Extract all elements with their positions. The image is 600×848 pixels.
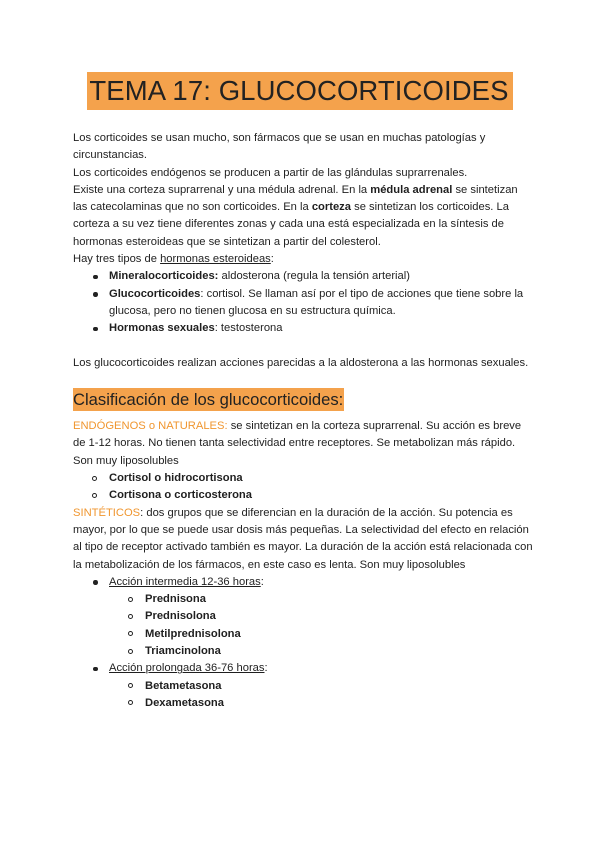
list-item: Acción prolongada 36-76 horas: Betametasona Dexametasona	[73, 660, 533, 712]
list-item: Dexametasona	[109, 695, 533, 712]
intro-paragraph-2: Los corticoides endógenos se producen a partir de las glándulas suprarrenales.	[73, 166, 468, 179]
list-item: Acción intermedia 12-36 horas: Prednisona Prednisolona Metilprednisolona Triamcinolona	[73, 574, 533, 660]
section-heading: Clasificación de los glucocorticoides:	[73, 389, 344, 409]
list-item: Hormonas sexuales: testosterona	[73, 320, 533, 337]
prolonged-list	[109, 678, 533, 713]
intro-paragraph-3: Existe una corteza suprarrenal y una médula adrenal. En la médula adrenal se sintetizan las catecolaminas que no son corticoides. En la corteza se sintetizan los corticoides. La corteza a su vez tiene diferentes zonas y cada una está especializada en la síntesis de hormonas esteroideas que se sintetizan a partir del colesterol.	[73, 183, 518, 248]
list-item: Metilprednisolona	[109, 626, 533, 643]
list-item: Betametasona	[109, 678, 533, 695]
synthetic-list	[73, 574, 533, 712]
intro-paragraph-1: Los corticoides se usan mucho, son fármacos que se usan en muchas patologías y circunstancias.	[73, 132, 486, 162]
page-title: TEMA 17: GLUCOCORTICOIDES	[87, 72, 512, 110]
title-wrap	[0, 72, 600, 110]
list-item: Triamcinolona	[109, 643, 533, 660]
list-item: Glucocorticoides: cortisol. Se llaman así por el tipo de acciones que tiene sobre la glucosa, pero no tienen glucosa en su estructura química.	[73, 286, 533, 321]
section-heading-wrap	[73, 388, 533, 411]
natural-list	[73, 470, 533, 505]
intermediate-list	[109, 591, 533, 660]
list-item: Mineralocorticoides: aldosterona (regula la tensión arterial)	[73, 268, 533, 285]
hormone-list	[73, 268, 533, 337]
list-item: Cortisol o hidrocortisona	[73, 470, 533, 487]
natural-paragraph: ENDÓGENOS o NATURALES: se sintetizan en la corteza suprarrenal. Su acción es breve de 1-12 horas. No tienen tanta selectividad entre receptores. Se metabolizan más rápido. Son muy liposolubles	[73, 420, 522, 467]
intro-paragraph-4: Hay tres tipos de hormonas esteroideas:	[73, 253, 274, 266]
list-item: Prednisolona	[109, 608, 533, 625]
list-item: Cortisona o corticosterona	[73, 487, 533, 504]
list-item: Prednisona	[109, 591, 533, 608]
summary-paragraph: Los glucocorticoides realizan acciones parecidas a la aldosterona a las hormonas sexuales.	[73, 356, 529, 369]
synthetic-paragraph: SINTÉTICOS: dos grupos que se diferencian en la duración de la acción. Su potencia es mayor, por lo que se puede usar dosis más pequeñas. La selectividad del efecto en relación al tipo de receptor activado también es mayor. La duración de la acción está relacionada con la metabolización de los fármacos, en este caso es lenta. Son muy liposolubles	[73, 506, 533, 571]
document-body	[73, 130, 533, 712]
